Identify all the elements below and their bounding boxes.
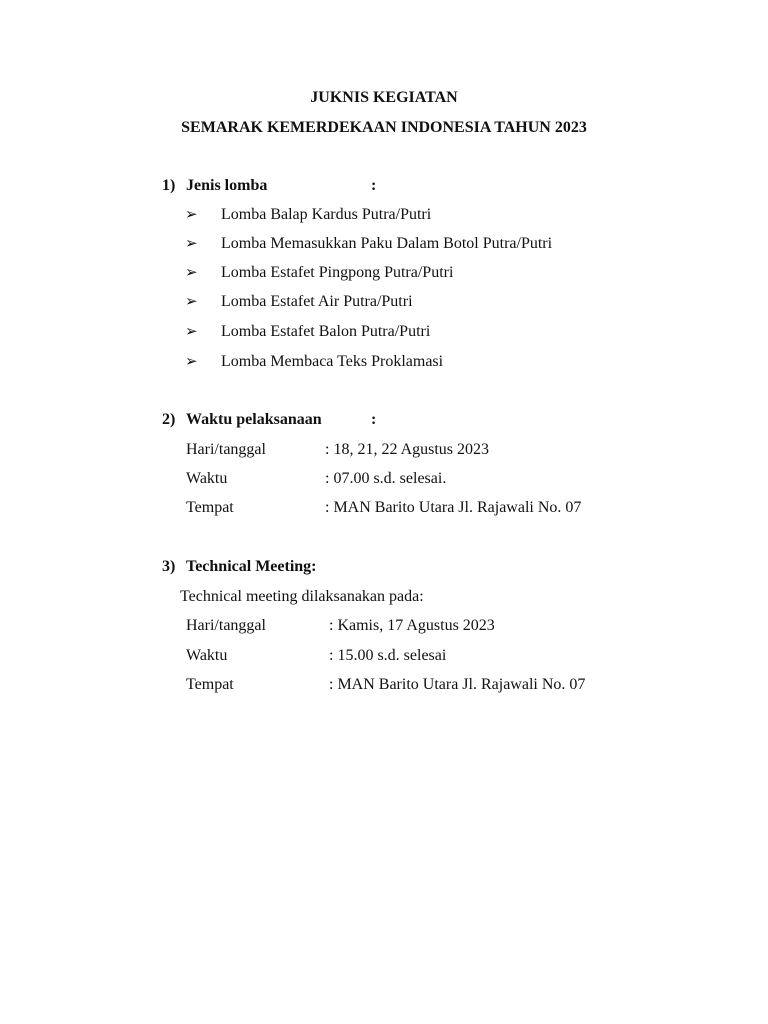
arrow-bullet-icon: ➢ [185,265,198,281]
field-label: Tempat [186,676,234,693]
list-item: Lomba Balap Kardus Putra/Putri [221,206,432,223]
arrow-bullet-icon: ➢ [185,207,198,223]
list-item: Lomba Membaca Teks Proklamasi [221,353,444,370]
list-item: Lomba Estafet Pingpong Putra/Putri [221,264,454,281]
field-value: : MAN Barito Utara Jl. Rajawali No. 07 [325,499,582,516]
section1-number: 1) [162,177,176,194]
arrow-bullet-icon: ➢ [185,236,198,252]
field-label: Waktu [186,470,228,487]
arrow-bullet-icon: ➢ [185,324,198,340]
section3-number: 3) [162,558,176,575]
document-title: JUKNIS KEGIATAN [310,89,458,106]
arrow-bullet-icon: ➢ [185,354,198,370]
field-value: : Kamis, 17 Agustus 2023 [329,617,495,634]
field-label: Tempat [186,499,234,516]
list-item: Lomba Memasukkan Paku Dalam Botol Putra/Putri [221,235,553,252]
section2-number: 2) [162,411,176,428]
section1-colon: : [371,177,377,194]
field-label: Waktu [186,647,228,664]
section1-heading: Jenis lomba [186,177,268,194]
field-value: : MAN Barito Utara Jl. Rajawali No. 07 [329,676,586,693]
field-label: Hari/tanggal [186,617,266,634]
section3-intro: Technical meeting dilaksanakan pada: [180,588,424,605]
field-value: : 15.00 s.d. selesai [329,647,447,664]
field-value: : 07.00 s.d. selesai. [325,470,447,487]
document-subtitle: SEMARAK KEMERDEKAAN INDONESIA TAHUN 2023 [181,119,587,136]
field-value: : 18, 21, 22 Agustus 2023 [325,441,490,458]
list-item: Lomba Estafet Air Putra/Putri [221,293,413,310]
list-item: Lomba Estafet Balon Putra/Putri [221,323,431,340]
section2-colon: : [371,411,377,428]
field-label: Hari/tanggal [186,441,266,458]
section3-heading: Technical Meeting: [186,558,317,575]
section2-heading: Waktu pelaksanaan [186,411,322,428]
arrow-bullet-icon: ➢ [185,294,198,310]
